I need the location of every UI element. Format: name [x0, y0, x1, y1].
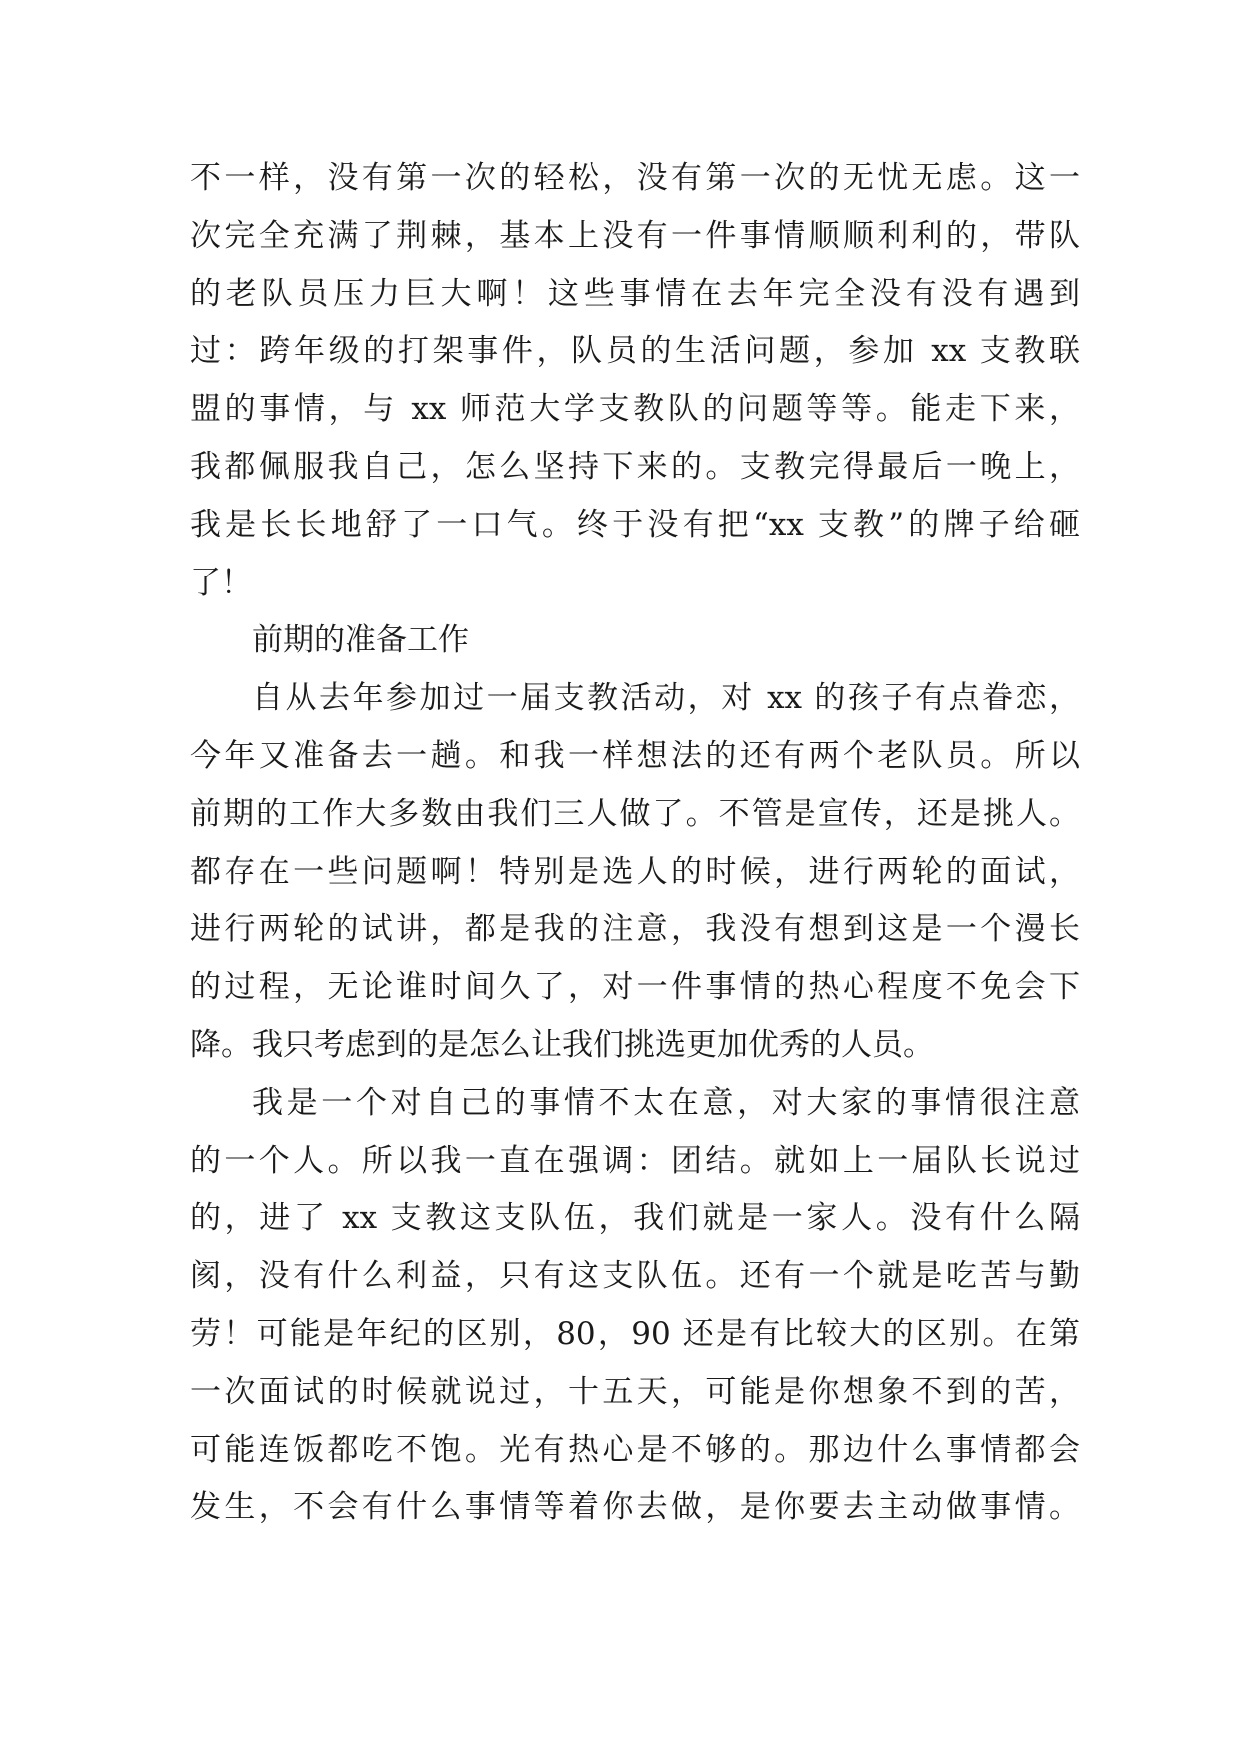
text-line: 都存在一些问题啊！特别是选人的时候，进行两轮的面试，: [190, 853, 1080, 890]
text-line: 的一个人。所以我一直在强调：团结。就如上一届队长说过: [190, 1142, 1080, 1179]
paragraph-first-line: 我是一个对自己的事情不太在意，对大家的事情很注意: [252, 1084, 1080, 1121]
text-line: 了！: [190, 564, 252, 601]
text-line: 进行两轮的试讲，都是我的注意，我没有想到这是一个漫长: [190, 911, 1080, 948]
text-line: 次完全充满了荆棘，基本上没有一件事情顺顺利利的，带队: [190, 217, 1080, 254]
paragraph-first-line: 前期的准备工作: [252, 622, 469, 659]
text-line: 我都佩服我自己，怎么坚持下来的。支教完得最后一晚上，: [190, 448, 1080, 485]
text-line: 降。我只考虑到的是怎么让我们挑选更加优秀的人员。: [190, 1026, 934, 1063]
text-line: 前期的工作大多数由我们三人做了。不管是宣传，还是挑人。: [190, 795, 1080, 832]
document-body: [190, 158, 1080, 1545]
text-line: 发生，不会有什么事情等着你去做，是你要去主动做事情。: [190, 1489, 1080, 1526]
text-line: 的老队员压力巨大啊！这些事情在去年完全没有没有遇到: [190, 275, 1080, 312]
text-line: 过：跨年级的打架事件，队员的生活问题，参加 xx 支教联: [190, 333, 1080, 370]
text-line: 劳！可能是年纪的区别，80，90 还是有比较大的区别。在第: [190, 1315, 1080, 1352]
paragraph-first-line: 自从去年参加过一届支教活动，对 xx 的孩子有点眷恋，: [252, 680, 1080, 717]
text-line: 盟的事情，与 xx 师范大学支教队的问题等等。能走下来，: [190, 391, 1080, 428]
text-line: 可能连饭都吃不饱。光有热心是不够的。那边什么事情都会: [190, 1431, 1080, 1468]
text-line: 的，进了 xx 支教这支队伍，我们就是一家人。没有什么隔: [190, 1200, 1080, 1237]
text-line: 一次面试的时候就说过，十五天，可能是你想象不到的苦，: [190, 1373, 1080, 1410]
text-line: 阂，没有什么利益，只有这支队伍。还有一个就是吃苦与勤: [190, 1258, 1080, 1295]
text-line: 今年又准备去一趟。和我一样想法的还有两个老队员。所以: [190, 737, 1080, 774]
text-line: 不一样，没有第一次的轻松，没有第一次的无忧无虑。这一: [190, 160, 1080, 196]
text-line: 的过程，无论谁时间久了，对一件事情的热心程度不免会下: [190, 969, 1080, 1006]
text-line: 我是长长地舒了一口气。终于没有把“xx 支教”的牌子给砸: [190, 506, 1080, 543]
